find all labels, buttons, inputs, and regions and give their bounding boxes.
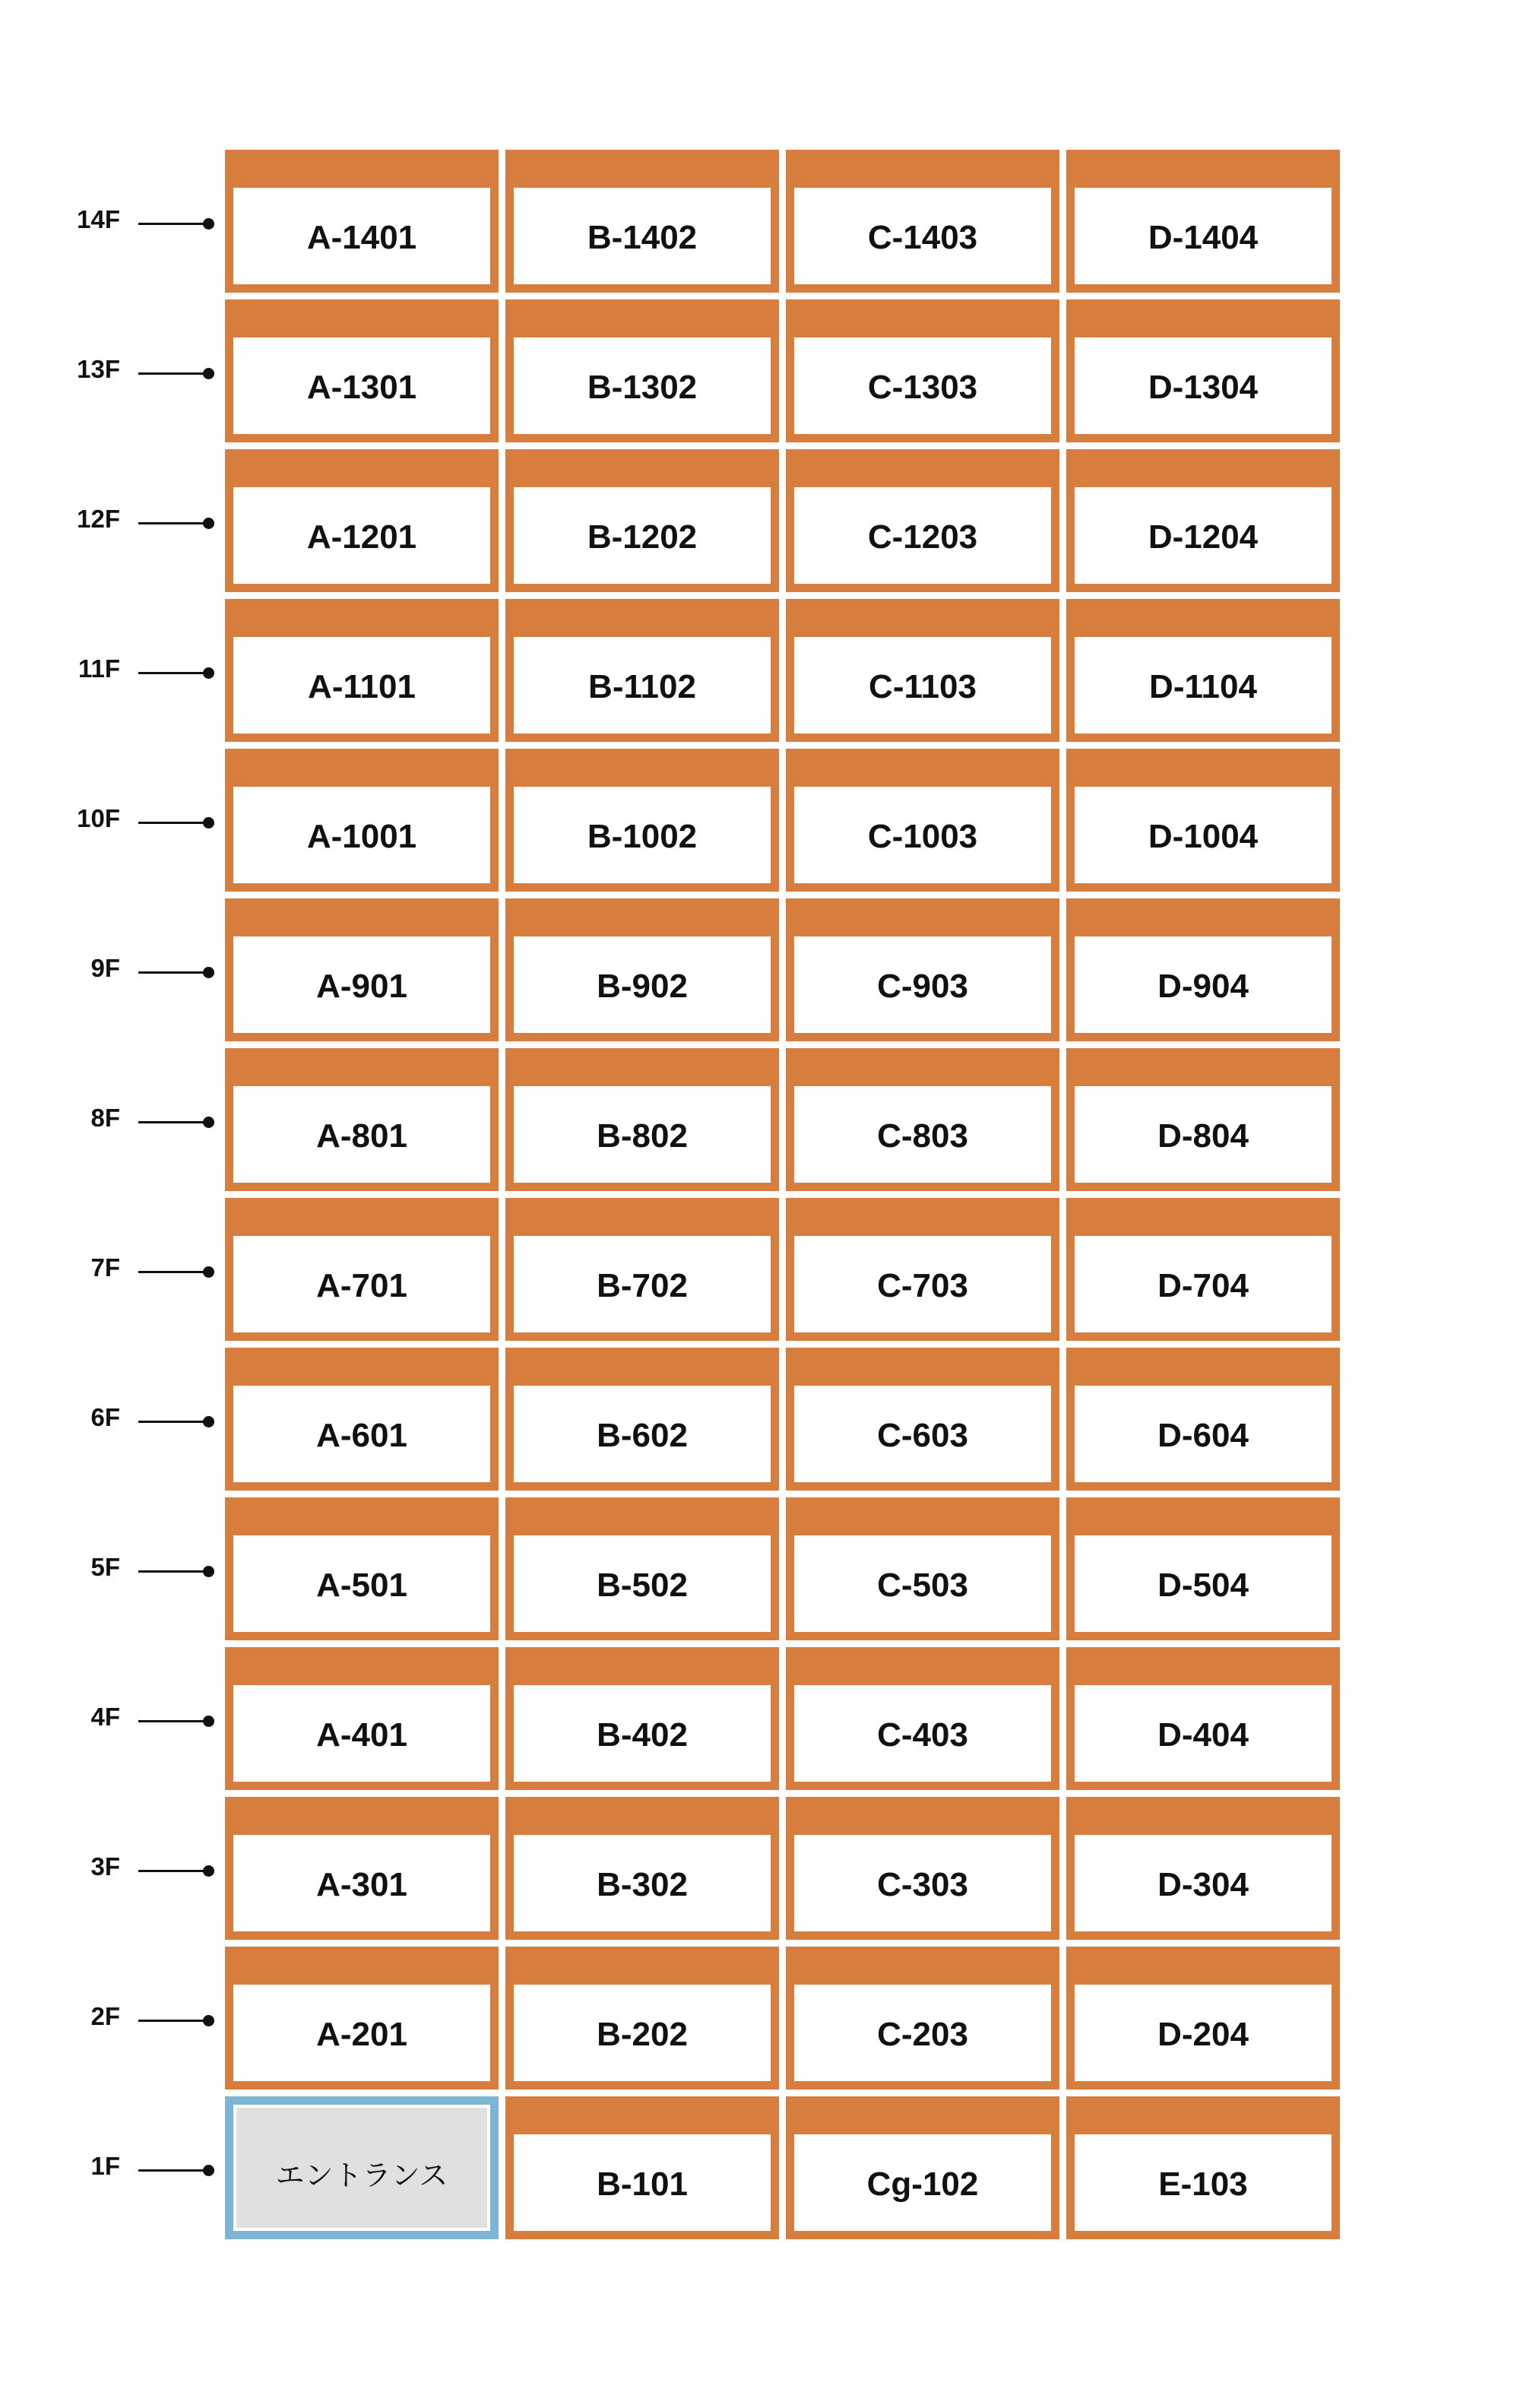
unit-box — [1066, 1797, 1340, 1940]
unit-label: D-204 — [1157, 2015, 1249, 2053]
unit-inner-panel — [794, 1236, 1051, 1332]
unit-inner-panel — [794, 1535, 1051, 1632]
unit-label: A-1401 — [306, 218, 417, 256]
unit-inner-panel — [514, 637, 771, 733]
floor-label: 7F — [90, 1253, 120, 1282]
floor-label: 6F — [90, 1403, 120, 1431]
floor-connector-line — [138, 1870, 208, 1872]
floor-label: 8F — [90, 1104, 120, 1132]
floor-connector-line — [138, 372, 208, 375]
unit-box — [225, 1797, 499, 1940]
floor-connector-line — [138, 223, 208, 225]
unit-box — [505, 1497, 779, 1640]
unit-inner-panel — [233, 637, 490, 733]
unit-box — [1066, 2096, 1340, 2239]
unit-label: B-1102 — [588, 667, 696, 705]
unit-label: A-901 — [316, 967, 407, 1005]
unit-box — [786, 599, 1059, 742]
floor-connector-dot — [203, 2165, 214, 2176]
floor-connector-dot — [203, 817, 214, 829]
unit-inner-panel — [1075, 1985, 1332, 2081]
floor-label: 11F — [78, 654, 120, 683]
floor-row — [0, 449, 1520, 592]
unit-label: B-402 — [597, 1716, 688, 1754]
entrance-box — [225, 2096, 499, 2239]
unit-label: D-504 — [1157, 1566, 1249, 1604]
floor-connector-dot — [203, 368, 214, 379]
unit-label: C-1003 — [867, 817, 978, 855]
unit-label: C-1403 — [867, 218, 978, 256]
unit-box — [1066, 150, 1340, 293]
unit-label: C-1103 — [869, 667, 977, 705]
unit-label: B-1302 — [587, 368, 698, 406]
unit-inner-panel — [794, 2134, 1051, 2231]
unit-inner-panel — [233, 188, 490, 284]
unit-label: D-604 — [1157, 1416, 1249, 1454]
floor-connector-line — [138, 1121, 208, 1123]
unit-box — [225, 449, 499, 592]
unit-inner-panel — [233, 487, 490, 584]
unit-inner-panel — [233, 2105, 490, 2231]
unit-label: D-1104 — [1149, 667, 1257, 705]
unit-label: E-103 — [1158, 2165, 1248, 2203]
unit-inner-panel — [514, 936, 771, 1033]
unit-inner-panel — [1075, 487, 1332, 584]
unit-box — [505, 150, 779, 293]
unit-inner-panel — [1075, 337, 1332, 434]
unit-label: D-704 — [1157, 1266, 1249, 1304]
floor-connector-line — [138, 1570, 208, 1573]
unit-box — [225, 599, 499, 742]
floor-row — [0, 1947, 1520, 2090]
unit-box — [225, 299, 499, 442]
unit-inner-panel — [1075, 1386, 1332, 1482]
unit-box — [786, 1497, 1059, 1640]
unit-inner-panel — [233, 1236, 490, 1332]
unit-label: D-404 — [1157, 1716, 1249, 1754]
unit-box — [1066, 599, 1340, 742]
unit-label: B-1202 — [587, 518, 698, 556]
unit-label: C-303 — [877, 1865, 968, 1903]
unit-label: Cg-102 — [866, 2165, 979, 2203]
unit-label: A-401 — [316, 1716, 407, 1754]
unit-label: B-101 — [597, 2165, 688, 2203]
unit-label: C-903 — [877, 967, 968, 1005]
unit-label: A-301 — [316, 1865, 407, 1903]
unit-box — [786, 449, 1059, 592]
floor-connector-dot — [203, 1865, 214, 1877]
unit-box — [505, 1198, 779, 1341]
floor-label: 13F — [77, 355, 120, 383]
floor-connector-dot — [203, 1566, 214, 1577]
unit-box — [505, 749, 779, 892]
unit-inner-panel — [794, 1835, 1051, 1931]
unit-label: B-1002 — [587, 817, 698, 855]
unit-box — [1066, 749, 1340, 892]
unit-label: A-501 — [316, 1566, 407, 1604]
floor-label: 12F — [77, 505, 120, 533]
unit-label: A-701 — [316, 1266, 407, 1304]
unit-inner-panel — [514, 188, 771, 284]
unit-inner-panel — [794, 1086, 1051, 1183]
unit-inner-panel — [1075, 1236, 1332, 1332]
floor-connector-line — [138, 2169, 208, 2172]
unit-label: D-1004 — [1148, 817, 1259, 855]
floor-row — [0, 1647, 1520, 1790]
unit-inner-panel — [233, 1835, 490, 1931]
floor-row — [0, 299, 1520, 442]
unit-inner-panel — [794, 337, 1051, 434]
unit-inner-panel — [233, 1535, 490, 1632]
unit-label: C-803 — [877, 1117, 968, 1155]
unit-label: D-904 — [1157, 967, 1249, 1005]
unit-box — [225, 898, 499, 1041]
unit-box — [1066, 299, 1340, 442]
unit-label: C-403 — [877, 1716, 968, 1754]
unit-box — [1066, 1497, 1340, 1640]
unit-inner-panel — [514, 487, 771, 584]
floor-row — [0, 1048, 1520, 1191]
unit-label: A-601 — [316, 1416, 407, 1454]
unit-box — [505, 1348, 779, 1491]
unit-label: D-1404 — [1148, 218, 1259, 256]
unit-label: B-1402 — [587, 218, 698, 256]
unit-box — [225, 749, 499, 892]
unit-inner-panel — [514, 1386, 771, 1482]
unit-box — [786, 1647, 1059, 1790]
floor-row — [0, 749, 1520, 892]
unit-inner-panel — [1075, 637, 1332, 733]
unit-inner-panel — [514, 1535, 771, 1632]
floor-connector-dot — [203, 218, 214, 230]
unit-inner-panel — [1075, 1685, 1332, 1782]
unit-label: A-1301 — [306, 368, 417, 406]
unit-box — [225, 1497, 499, 1640]
floor-label: 1F — [90, 2152, 120, 2180]
unit-label: A-801 — [316, 1117, 407, 1155]
unit-label: B-602 — [597, 1416, 688, 1454]
floor-label: 5F — [90, 1553, 120, 1581]
unit-inner-panel — [233, 1985, 490, 2081]
entrance-label: エントランス — [275, 2159, 448, 2192]
unit-label: B-502 — [597, 1566, 688, 1604]
unit-inner-panel — [233, 337, 490, 434]
unit-box — [225, 1048, 499, 1191]
unit-box — [505, 898, 779, 1041]
unit-inner-panel — [1075, 2134, 1332, 2231]
unit-inner-panel — [233, 1685, 490, 1782]
floor-connector-dot — [203, 967, 214, 978]
unit-box — [1066, 1048, 1340, 1191]
floor-row — [0, 1797, 1520, 1940]
unit-label: A-1001 — [306, 817, 417, 855]
unit-box — [505, 2096, 779, 2239]
unit-box — [1066, 449, 1340, 592]
floor-label: 2F — [90, 2002, 120, 2030]
unit-inner-panel — [233, 936, 490, 1033]
unit-box — [786, 749, 1059, 892]
unit-inner-panel — [794, 1985, 1051, 2081]
unit-label: B-802 — [597, 1117, 688, 1155]
unit-box — [786, 898, 1059, 1041]
unit-label: B-902 — [597, 967, 688, 1005]
floor-connector-line — [138, 2020, 208, 2022]
unit-inner-panel — [794, 1386, 1051, 1482]
unit-inner-panel — [1075, 936, 1332, 1033]
unit-box — [786, 1198, 1059, 1341]
unit-box — [786, 150, 1059, 293]
floor-connector-line — [138, 822, 208, 824]
unit-label: B-702 — [597, 1266, 688, 1304]
floor-connector-dot — [203, 518, 214, 529]
unit-label: C-203 — [877, 2015, 968, 2053]
unit-box — [505, 1947, 779, 2090]
unit-label: C-703 — [877, 1266, 968, 1304]
unit-inner-panel — [794, 487, 1051, 584]
unit-label: B-302 — [597, 1865, 688, 1903]
floor-label: 3F — [90, 1852, 120, 1880]
unit-inner-panel — [514, 337, 771, 434]
unit-inner-panel — [1075, 1835, 1332, 1931]
unit-box — [225, 150, 499, 293]
floor-connector-line — [138, 971, 208, 974]
unit-box — [505, 1647, 779, 1790]
floor-connector-line — [138, 1271, 208, 1273]
unit-box — [786, 299, 1059, 442]
floor-label: 10F — [77, 804, 120, 832]
unit-inner-panel — [233, 1386, 490, 1482]
floor-connector-line — [138, 1720, 208, 1722]
unit-inner-panel — [233, 787, 490, 883]
unit-box — [1066, 1198, 1340, 1341]
unit-box — [505, 1797, 779, 1940]
unit-inner-panel — [514, 787, 771, 883]
unit-box — [225, 1198, 499, 1341]
unit-label: A-1101 — [308, 667, 416, 705]
unit-inner-panel — [514, 1685, 771, 1782]
unit-label: D-1204 — [1148, 518, 1259, 556]
unit-box — [505, 599, 779, 742]
unit-inner-panel — [514, 2134, 771, 2231]
unit-inner-panel — [514, 1835, 771, 1931]
unit-label: D-304 — [1157, 1865, 1249, 1903]
floor-connector-dot — [203, 1416, 214, 1427]
unit-box — [786, 1348, 1059, 1491]
unit-box — [786, 1947, 1059, 2090]
unit-box — [225, 1647, 499, 1790]
unit-inner-panel — [1075, 787, 1332, 883]
floor-label: 14F — [77, 205, 120, 233]
floor-label: 4F — [90, 1703, 120, 1731]
floor-row — [0, 599, 1520, 742]
unit-inner-panel — [514, 1985, 771, 2081]
floor-connector-dot — [203, 1266, 214, 1278]
unit-box — [1066, 1348, 1340, 1491]
unit-box — [786, 1797, 1059, 1940]
unit-inner-panel — [794, 637, 1051, 733]
unit-label: D-1304 — [1148, 368, 1259, 406]
unit-box — [1066, 1647, 1340, 1790]
unit-inner-panel — [1075, 1535, 1332, 1632]
unit-inner-panel — [1075, 1086, 1332, 1183]
floor-connector-line — [138, 522, 208, 524]
floor-connector-line — [138, 1421, 208, 1423]
floor-connector-line — [138, 672, 208, 674]
unit-box — [225, 1947, 499, 2090]
unit-label: A-1201 — [306, 518, 417, 556]
floor-row — [0, 2096, 1520, 2239]
unit-inner-panel — [794, 1685, 1051, 1782]
floor-row — [0, 150, 1520, 293]
unit-inner-panel — [794, 188, 1051, 284]
floor-row — [0, 898, 1520, 1041]
unit-box — [1066, 1947, 1340, 2090]
unit-box — [786, 2096, 1059, 2239]
floor-connector-dot — [203, 667, 214, 679]
floor-connector-dot — [203, 2015, 214, 2026]
unit-label: D-804 — [1157, 1117, 1249, 1155]
unit-inner-panel — [1075, 188, 1332, 284]
unit-box — [505, 1048, 779, 1191]
unit-label: C-1303 — [867, 368, 978, 406]
unit-inner-panel — [514, 1236, 771, 1332]
unit-box — [225, 1348, 499, 1491]
floor-connector-dot — [203, 1117, 214, 1128]
unit-inner-panel — [794, 787, 1051, 883]
unit-box — [505, 449, 779, 592]
unit-label: B-202 — [597, 2015, 688, 2053]
floor-row — [0, 1348, 1520, 1491]
floor-connector-dot — [203, 1716, 214, 1727]
unit-box — [505, 299, 779, 442]
unit-box — [786, 1048, 1059, 1191]
floor-row — [0, 1198, 1520, 1341]
floor-label: 9F — [90, 954, 120, 982]
unit-label: A-201 — [316, 2015, 407, 2053]
unit-inner-panel — [514, 1086, 771, 1183]
unit-inner-panel — [794, 936, 1051, 1033]
unit-box — [1066, 898, 1340, 1041]
unit-label: C-603 — [877, 1416, 968, 1454]
unit-label: C-503 — [877, 1566, 968, 1604]
unit-inner-panel — [233, 1086, 490, 1183]
floor-row — [0, 1497, 1520, 1640]
unit-label: C-1203 — [867, 518, 978, 556]
